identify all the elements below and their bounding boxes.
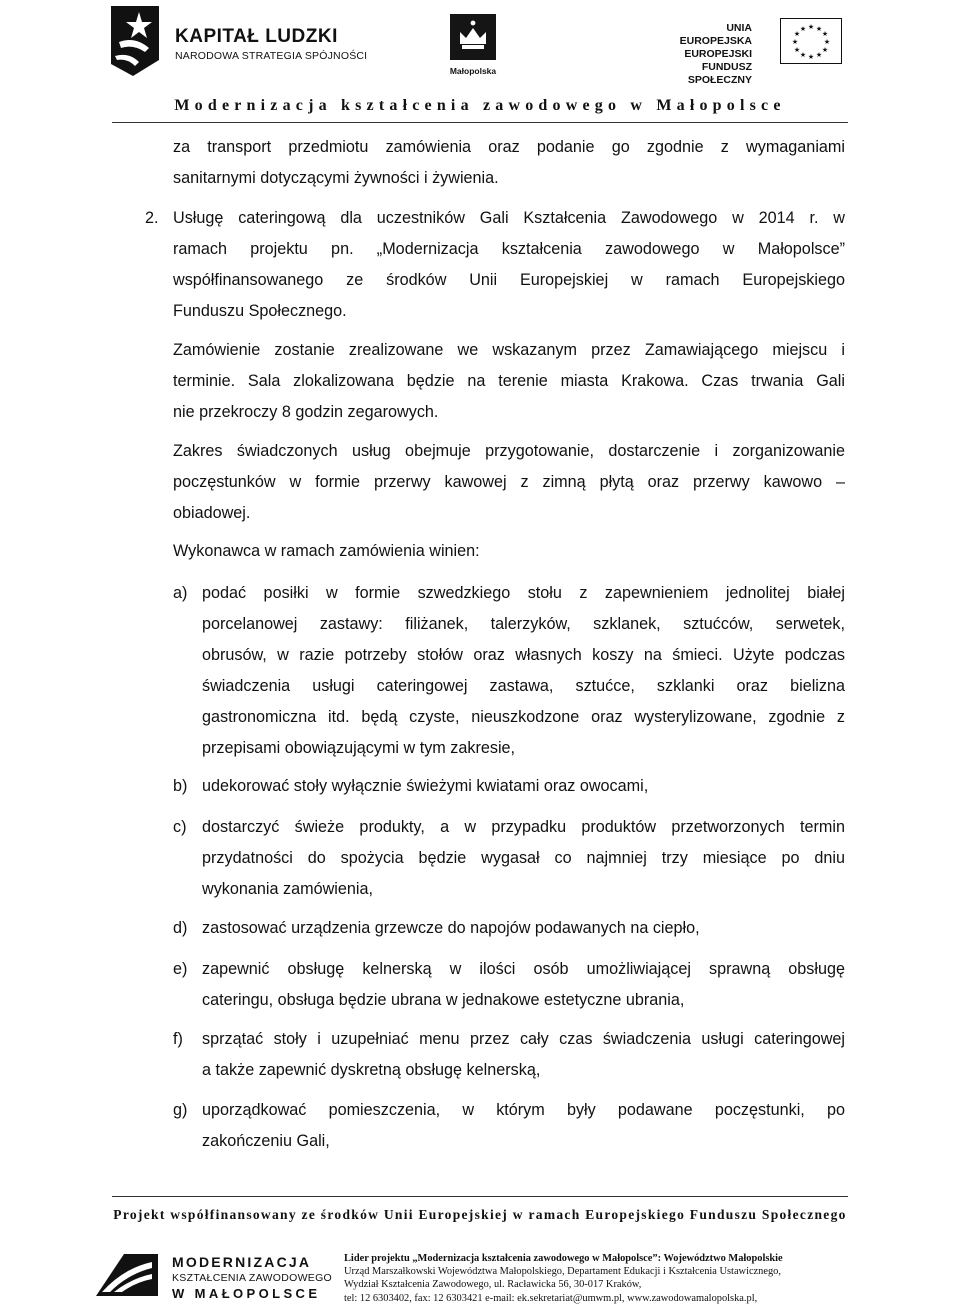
item-label: d) (173, 919, 188, 937)
malopolska-label: Małopolska (449, 66, 497, 76)
svg-text:★: ★ (791, 38, 799, 46)
text-line: Usługę cateringową dla uczestników Gali Kształcenia Zawodowego w 2014 r. w (173, 209, 845, 227)
contact-address: Wydział Kształcenia Zawodowego, ul. Racławicka 56, 30-017 Kraków, (344, 1279, 642, 1291)
eu-line2: EUROPEJSKI (684, 48, 752, 60)
eu-line1: UNIA EUROPEJSKA (679, 22, 752, 47)
malopolska-logo (446, 12, 500, 82)
text-line: terminie. Sala zlokalizowana będzie na terenie miasta Krakowa. Czas trwania Gali (173, 372, 845, 390)
kapital-ludzki-logo (105, 2, 368, 80)
svg-text:★: ★ (821, 30, 829, 38)
text-line: dostarczyć świeże produkty, a w przypadku produktów przetworzonych termin (202, 818, 845, 836)
item-label: g) (173, 1101, 188, 1119)
header-motto: Modernizacja kształcenia zawodowego w Małopolsce (174, 97, 786, 114)
item-2 (173, 203, 845, 327)
text-line: uporządkować pomieszczenia, w którym były podawane poczęstunki, po (202, 1101, 845, 1119)
contact-leader: Lider projektu „Modernizacja kształcenia zawodowego w Małopolsce”: Województwo Małopolskie (344, 1253, 783, 1264)
text-line: porcelanowej zastawy: filiżanek, talerzyków, szklanek, sztućców, serwetek, (202, 615, 845, 633)
eu-text (652, 22, 752, 87)
text-line: a także zapewnić dyskretną obsługę kelnerską, (202, 1061, 541, 1079)
text-line: Zakres świadczonych usług obejmuje przygotowanie, dostarczenie i zorganizowanie (173, 442, 845, 460)
text-line: Zamówienie zostanie zrealizowane we wskazanym przez Zamawiającego miejscu i (173, 341, 845, 359)
text-line: nie przekroczy 8 godzin zegarowych. (173, 403, 439, 421)
text-line: świadczenia usługi cateringowej zastawa, sztućce, szklanki oraz bielizna (202, 677, 845, 695)
item-label: e) (173, 960, 188, 978)
item-g (202, 1095, 845, 1157)
text-line: poczęstunków w formie przerwy kawowej z zimną płytą oraz przerwy kawowo – (173, 473, 845, 491)
svg-text:★: ★ (793, 46, 801, 54)
text-line: przydatności do spożycia będzie wygasał co najmniej trzy miesiące po dniu (202, 849, 845, 867)
text-line: zastosować urządzenia grzewcze do napojów podawanych na ciepło, (202, 919, 700, 937)
item-c (202, 812, 845, 905)
text-line: współfinansowanego ze środków Unii Europejskiej w ramach Europejskiego (173, 271, 845, 289)
svg-text:★: ★ (815, 25, 823, 33)
paragraph-obligations (173, 536, 845, 567)
svg-text:★: ★ (823, 38, 831, 46)
mkz-line3: W MAŁOPOLSCE (172, 1286, 321, 1301)
text-line: ramach projektu pn. „Modernizacja kształcenia zawodowego w Małopolsce” (173, 240, 845, 258)
contact-phone: tel: 12 6303402, fax: 12 6303421 e-mail: ek.sekretariat@umwm.pl, www.zawodowamalopolska.pl, (344, 1292, 758, 1304)
text-line: obrusów, w razie potrzeby stołów oraz własnych koszy na śmieci. Użyte podczas (202, 646, 845, 664)
mkz-line1: MODERNIZACJA (172, 1254, 312, 1270)
footer-motto: Projekt współfinansowany ze środków Unii Europejskiej w ramach Europejskiego Funduszu Społecznego (113, 1207, 847, 1222)
svg-text:★: ★ (799, 25, 807, 33)
item-a (202, 578, 845, 764)
item-label: b) (173, 777, 188, 795)
item-f (202, 1024, 845, 1086)
eu-flag-icon (780, 18, 842, 64)
mkz-line2: KSZTAŁCENIA ZAWODOWEGO (172, 1272, 333, 1284)
modernizacja-logo-icon (94, 1250, 160, 1300)
text-line: gastronomiczna itd. będą czyste, nieuszkodzone oraz wysterylizowane, zgodnie z (202, 708, 845, 726)
svg-text:★: ★ (807, 23, 815, 31)
svg-text:★: ★ (799, 51, 807, 59)
modernizacja-logo (94, 1246, 334, 1304)
page-header (0, 0, 960, 92)
kapital-ludzki-logo-icon (105, 2, 163, 78)
text-line: obiadowej. (173, 504, 251, 522)
svg-text:★: ★ (821, 46, 829, 54)
text-line: udekorować stoły wyłącznie świeżymi kwiatami oraz owocami, (202, 777, 649, 795)
kl-title: KAPITAŁ LUDZKI (175, 26, 338, 47)
text-line: sprzątać stoły i uzupełniać menu przez cały czas świadczenia usługi cateringowej (202, 1030, 845, 1048)
text-line: Wykonawca w ramach zamówienia winien: (173, 542, 480, 560)
contact-office: Urząd Marszałkowski Województwa Małopolskiego, Departament Edukacji i Kształcenia Ustawicznego, (344, 1266, 781, 1278)
text-line: cateringu, obsługa będzie ubrana w jednakowe estetyczne ubrania, (202, 991, 685, 1009)
text-line: zakończeniu Gali, (202, 1132, 330, 1150)
item-e (202, 954, 845, 1016)
text-line: zapewnić obsługę kelnerską w ilości osób umożliwiającej sprawną obsługę (202, 960, 845, 978)
text-line: przepisami obowiązującymi w tym zakresie, (202, 739, 516, 757)
contact-info (344, 1252, 783, 1305)
text-line: podać posiłki w formie szwedzkiego stołu z zapewnieniem jednolitej białej (202, 584, 845, 602)
item-label: c) (173, 818, 187, 836)
text-line: wykonania zamówienia, (202, 880, 373, 898)
header-divider (112, 122, 848, 123)
item-d (202, 913, 845, 944)
item-label: a) (173, 584, 188, 602)
paragraph-scope (173, 436, 845, 529)
kl-subtitle: NARODOWA STRATEGIA SPÓJNOŚCI (175, 50, 368, 62)
text-line: Funduszu Społecznego. (173, 302, 347, 320)
footer-divider (112, 1196, 848, 1197)
svg-text:★: ★ (815, 51, 823, 59)
svg-text:★: ★ (793, 30, 801, 38)
malopolska-logo-icon (450, 14, 496, 60)
text-line: sanitarnymi dotyczącymi żywności i żywienia. (173, 169, 499, 187)
text-line: za transport przedmiotu zamówienia oraz podanie go zgodnie z wymaganiami (173, 138, 845, 156)
eu-line3: FUNDUSZ SPOŁECZNY (687, 61, 752, 86)
paragraph-transport (173, 132, 845, 194)
item-label: f) (173, 1030, 183, 1048)
eu-logo (652, 14, 862, 86)
svg-text:★: ★ (807, 53, 815, 61)
paragraph-location (173, 335, 845, 428)
item-number: 2. (145, 209, 159, 227)
item-b (202, 771, 845, 802)
